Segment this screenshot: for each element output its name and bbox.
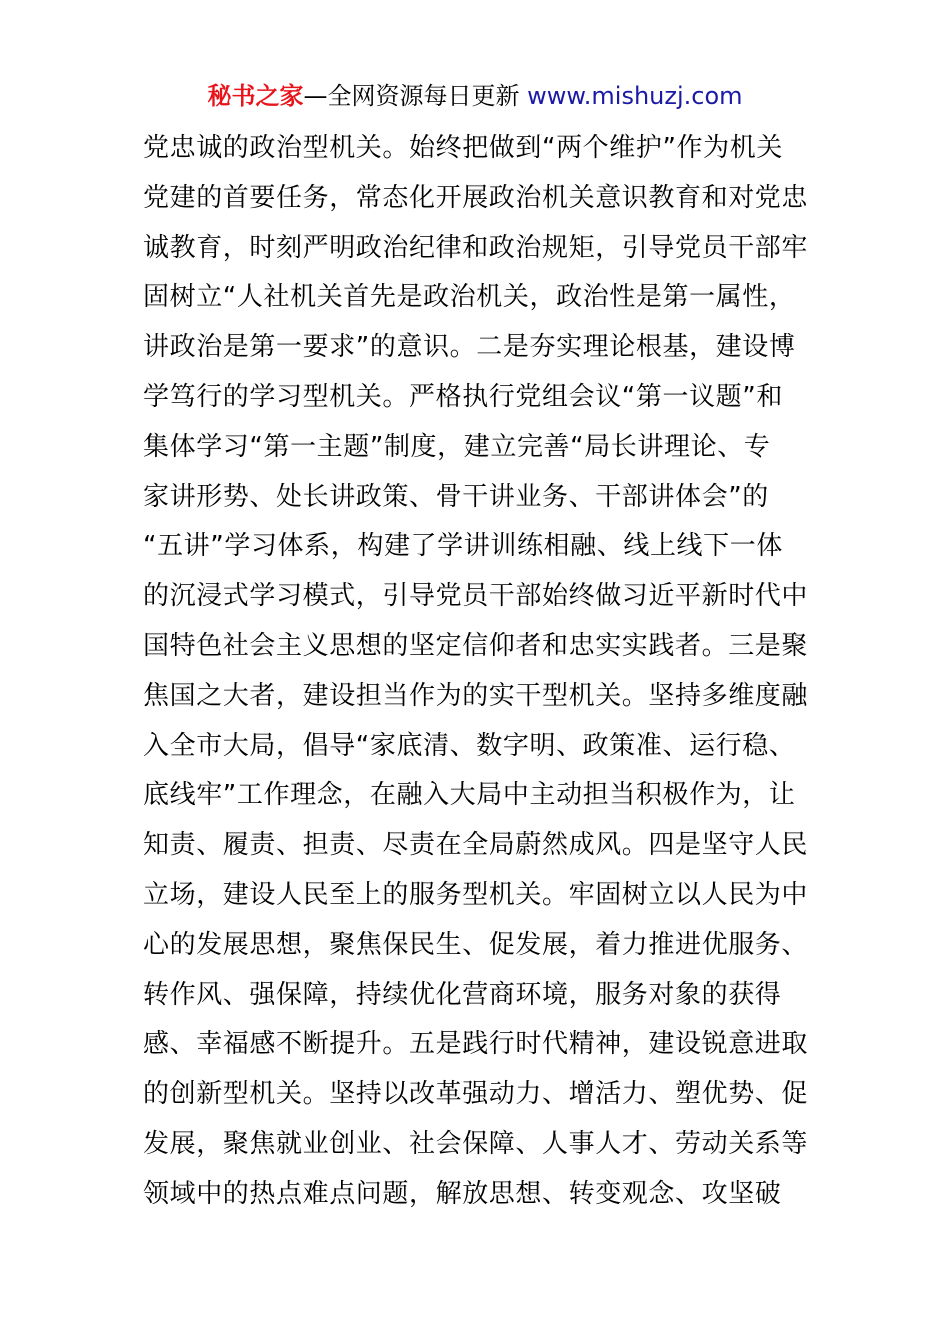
body-line: 转作风、强保障，持续优化营商环境，服务对象的获得 xyxy=(143,979,782,1010)
body-line: 党建的首要任务，常态化开展政治机关意识教育和对党忠 xyxy=(143,182,809,213)
document-body xyxy=(143,124,813,1220)
body-line: 国特色社会主义思想的坚定信仰者和忠实实践者。三是聚 xyxy=(143,630,809,661)
body-line: 诚教育，时刻严明政治纪律和政治规矩，引导党员干部牢 xyxy=(143,232,809,263)
body-line: 集体学习“第一主题”制度，建立完善“局长讲理论、专 xyxy=(143,431,771,462)
body-line: “五讲”学习体系，构建了学讲训练相融、线上线下一体 xyxy=(143,531,783,562)
body-line: 讲政治是第一要求”的意识。二是夯实理论根基，建设博 xyxy=(143,332,796,363)
site-url-link[interactable]: www.mishuzj.com xyxy=(527,82,743,110)
body-line: 底线牢”工作理念，在融入大局中主动担当积极作为，让 xyxy=(143,780,796,811)
body-line: 家讲形势、处长讲政策、骨干讲业务、干部讲体会”的 xyxy=(143,481,769,512)
body-line: 知责、履责、担责、尽责在全局蔚然成风。四是坚守人民 xyxy=(143,830,809,861)
body-line: 的沉浸式学习模式，引导党员干部始终做习近平新时代中 xyxy=(143,581,809,612)
body-line: 焦国之大者，建设担当作为的实干型机关。坚持多维度融 xyxy=(143,680,809,711)
body-line: 固树立“人社机关首先是政治机关，政治性是第一属性， xyxy=(143,282,796,313)
body-line: 的创新型机关。坚持以改革强动力、增活力、塑优势、促 xyxy=(143,1079,809,1110)
body-line: 领域中的热点难点问题，解放思想、转变观念、攻坚破 xyxy=(143,1178,782,1209)
body-line: 感、幸福感不断提升。五是践行时代精神，建设锐意进取 xyxy=(143,1029,809,1060)
body-line: 学笃行的学习型机关。严格执行党组会议“第一议题”和 xyxy=(143,381,783,412)
body-line: 立场，建设人民至上的服务型机关。牢固树立以人民为中 xyxy=(143,879,809,910)
body-line: 心的发展思想，聚焦保民生、促发展，着力推进优服务、 xyxy=(143,929,809,960)
body-line: 入全市大局，倡导“家底清、数字明、政策准、运行稳、 xyxy=(143,730,796,761)
body-line: 党忠诚的政治型机关。始终把做到“两个维护”作为机关 xyxy=(143,133,783,163)
body-line: 发展，聚焦就业创业、社会保障、人事人才、劳动关系等 xyxy=(143,1128,809,1159)
site-brand: 秘书之家 xyxy=(207,82,304,110)
page-header xyxy=(0,80,950,112)
site-tagline: —全网资源每日更新 xyxy=(303,82,520,110)
